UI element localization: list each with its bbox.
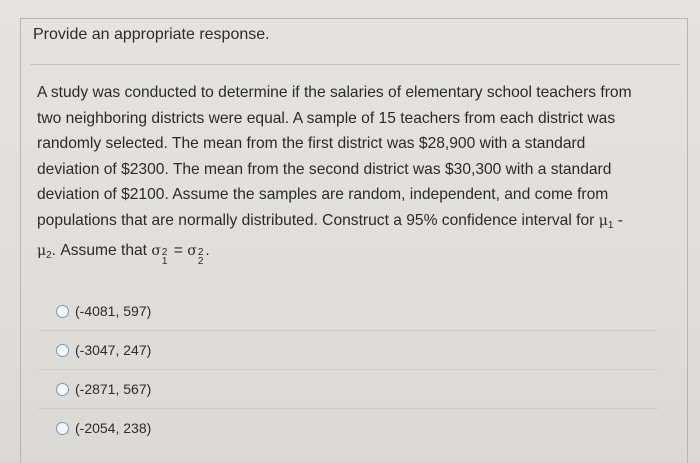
radio-button-3[interactable] [56, 383, 69, 396]
question-line-6-text: populations that are normally distributed. Construct a 95% confidence interval for [37, 211, 595, 229]
question-line-5: deviation of $2100. Assume the samples are random, independent, and come from [37, 186, 609, 203]
answer-option-4[interactable] [38, 409, 658, 447]
end-period: . [205, 242, 210, 259]
question-line-3: randomly selected. The mean from the first district was $28,900 with a standard [37, 135, 586, 152]
question-line-1: A study was conducted to determine if the salaries of elementary school teachers from [37, 84, 632, 101]
sigma-2-symbol: σ [187, 243, 197, 259]
sigma-1-subscript: 1 [161, 256, 168, 267]
sigma-2-subscript: 2 [197, 256, 204, 267]
mu-1 [599, 212, 614, 229]
answer-label-3[interactable]: (-2871, 567) [75, 381, 152, 397]
question-text [37, 80, 667, 269]
sigma-1-symbol: σ [151, 243, 161, 259]
answer-label-4[interactable]: (-2054, 238) [75, 420, 152, 436]
sigma-2-superscript: 2 [197, 247, 204, 258]
minus-sign: - [617, 211, 623, 229]
mu-1-subscript: 1 [607, 219, 614, 231]
header-divider [30, 64, 680, 65]
answer-options [38, 292, 658, 447]
mu-2-subscript: 2 [46, 250, 52, 261]
answer-option-3[interactable] [38, 370, 658, 409]
answer-option-2[interactable] [38, 331, 658, 370]
answer-label-2[interactable]: (-3047, 247) [75, 342, 152, 358]
sigma-2 [187, 238, 203, 266]
mu-2-symbol: μ [37, 243, 47, 259]
prompt-text: Provide an appropriate response. [33, 26, 270, 43]
equals-sign: = [173, 242, 183, 259]
sigma-1-superscript: 2 [161, 247, 168, 258]
question-line-4: deviation of $2300. The mean from the second district was $30,300 with a standard [37, 160, 612, 178]
answer-label-1[interactable]: (-4081, 597) [75, 303, 152, 319]
question-line-6 [37, 208, 667, 239]
question-line-2: two neighboring districts were equal. A sample of 15 teachers from each district was [37, 109, 616, 127]
mu-2 [37, 242, 52, 259]
radio-button-1[interactable] [56, 305, 69, 318]
question-line-7-text: . Assume that [51, 242, 148, 259]
question-line-7 [37, 238, 667, 269]
answer-option-1[interactable] [38, 292, 658, 331]
radio-button-4[interactable] [56, 422, 69, 435]
mu-1-symbol: μ [598, 212, 608, 229]
radio-button-2[interactable] [56, 344, 69, 357]
sigma-1 [151, 238, 167, 266]
